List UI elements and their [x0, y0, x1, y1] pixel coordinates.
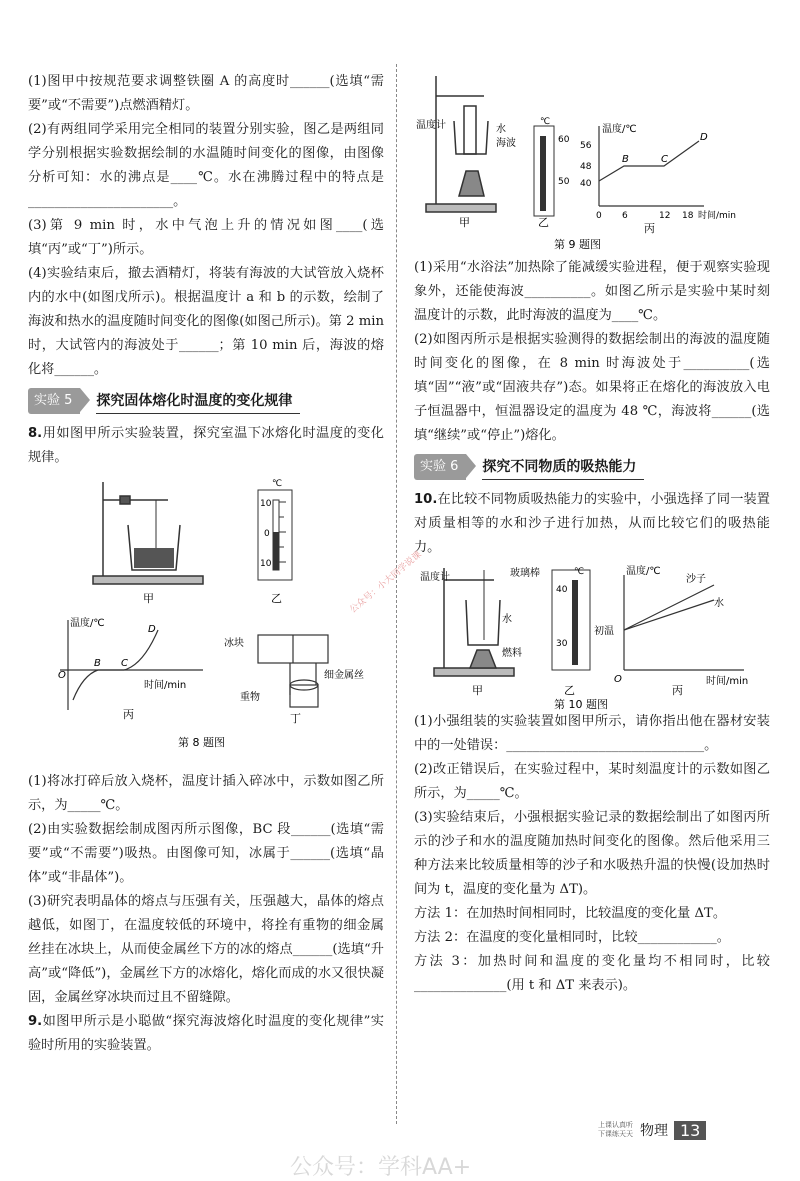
- section-5-title: 探究固体熔化时温度的变化规律: [96, 389, 300, 414]
- footer-slogan: [598, 1121, 634, 1139]
- label-thermometer: 温度计: [420, 572, 450, 583]
- left-column: [28, 70, 384, 1058]
- watermark-1: 公众号：小大同学说课: [348, 549, 424, 616]
- label-water: 水: [496, 124, 506, 135]
- page-footer: [598, 1120, 706, 1140]
- graph-O: O: [614, 674, 622, 685]
- graph-y40: 40: [580, 179, 592, 189]
- section-6-title: 探究不同物质的吸热能力: [482, 455, 644, 480]
- fig-label-jia: 甲: [459, 216, 470, 229]
- q9-stem: 9.如图甲所示是小聪做“探究海波熔化时温度的变化规律”实验时所用的实验装置。: [28, 1014, 384, 1053]
- therm-tick-40: 40: [556, 585, 568, 595]
- label-wire: 细金属丝: [324, 670, 364, 681]
- graph-ylabel: 温度/℃: [602, 124, 637, 135]
- q10-method1: 方法 1：在加热时间相同时，比较温度的变化量 ΔT。: [414, 906, 727, 921]
- q10-stem: 10.在比较不同物质吸热能力的实验中，小强选择了同一装置对质量相等的水和沙子进行加热，从而比较它们的吸热能力。: [414, 492, 770, 555]
- q10-part2: (2)改正错误后，在实验过程中，某时刻温度计的示数如图乙所示，为_____℃。: [414, 762, 770, 801]
- q10-part3: (3)实验结束后，小强根据实验记录的数据绘制出了如图丙所示的沙子和水的温度随加热时间变化的图像。然后他采用三种方法来比较质量相等的沙子和水吸热升温的快慢(设加热时间为 t，温度的变化量为 ΔT)。: [414, 810, 770, 897]
- graph-x18: 18: [682, 211, 694, 221]
- stand-apparatus-jia: [426, 76, 496, 212]
- section-5-header: [28, 388, 384, 414]
- graph-C: C: [121, 658, 128, 669]
- q10-number: 10.: [414, 492, 438, 507]
- graph-ylabel: 温度/℃: [70, 618, 105, 629]
- q8-figure: [28, 470, 384, 770]
- therm-tick-60: 60: [558, 135, 570, 145]
- graph-D: D: [700, 132, 708, 143]
- label-rod: 玻璃棒: [510, 568, 540, 579]
- label-fuel: 燃料: [502, 648, 522, 659]
- q9-figure-svg: [414, 66, 770, 256]
- q10-part1: (1)小强组装的实验装置如图甲所示，请你指出他在器材安装中的一处错误：______________________________。: [414, 714, 770, 753]
- q7-part4: (4)实验结束后，撤去酒精灯，将装有海波的大试管放入烧杯内的水中(如图戊所示)。根据温度计 a 和 b 的示数，绘制了海波和热水的温度随时间变化的图像(如图己所示)。第 2 min 时，大试管内的海波处于______；第 10 min 后，海波的熔化将______。: [28, 266, 384, 377]
- graph-y56: 56: [580, 141, 592, 151]
- q10-caption: 第 10 题图: [554, 698, 608, 710]
- therm-tick-10b: 10: [260, 559, 272, 569]
- label-thermometer: 温度计: [416, 120, 446, 131]
- graph-bing: [624, 575, 744, 670]
- therm-tick-0: 0: [264, 529, 270, 539]
- section-6-tag: 实验 6: [414, 454, 466, 480]
- therm-tick-50: 50: [558, 177, 570, 187]
- q9-caption: 第 9 题图: [554, 238, 601, 251]
- thermometer-yi: [534, 126, 554, 216]
- fig-label-bing: 丙: [644, 222, 655, 235]
- label-water2: 水: [714, 598, 724, 609]
- label-sand: 沙子: [686, 574, 706, 585]
- graph-B: B: [94, 658, 101, 669]
- q10-figure: [414, 560, 770, 710]
- therm-tick-30: 30: [556, 639, 568, 649]
- label-init: 初温: [594, 626, 614, 637]
- fig-label-bing: 丙: [123, 708, 134, 721]
- label-water: 水: [502, 614, 512, 625]
- fig-label-jia: 甲: [143, 592, 154, 605]
- right-column: [414, 66, 770, 998]
- fig-label-jia: 甲: [472, 684, 483, 697]
- graph-xlabel: 时间/min: [698, 211, 737, 221]
- q10-figure-svg: [414, 560, 770, 710]
- q9-number: 9.: [28, 1014, 43, 1029]
- page-number: 13: [674, 1121, 706, 1140]
- graph-xlabel: 时间/min: [706, 676, 749, 687]
- stand-apparatus-jia: [93, 482, 203, 584]
- section-5-tag: 实验 5: [28, 388, 80, 414]
- q9-part1: (1)采用“水浴法”加热除了能减缓实验进程，便于观察实验现象外，还能使海波__________。如图乙所示是实验中某时刻温度计的示数，此时海波的温度为____℃。: [414, 260, 770, 323]
- column-divider: [396, 64, 397, 1124]
- watermark-2: 公众号：学科AA+: [290, 1155, 472, 1180]
- q8-part3: (3)研究表明晶体的熔点与压强有关，压强越大，晶体的熔点越低，如图丁，在温度较低的环境中，将拴有重物的细金属丝挂在冰块上，从而使金属丝下方的冰的熔点______(选填“升高”或“降低”)，金属丝下方的冰熔化，熔化而成的水又很快凝固，金属丝穿冰块而过且不留缝隙。: [28, 894, 384, 1005]
- label-haibo: 海波: [496, 138, 516, 149]
- therm-tick-10a: 10: [260, 499, 272, 509]
- footer-slogan-1: 上课认真听: [598, 1121, 633, 1129]
- q9-part2: (2)如图丙所示是根据实验测得的数据绘制出的海波的温度随时间变化的图像，在 8 min 时海波处于__________(选填“固”“液”或“固液共存”)态。如果将正在熔化的海波放入电子恒温器中，恒温器设定的温度为 48 ℃，海波将______(选填“继续”或“停止”)熔化。: [414, 332, 770, 443]
- q10-method3: 方法 3：加热时间和温度的变化量均不相同时，比较______________(用 t 和 ΔT 来表示)。: [414, 954, 770, 993]
- q7-part3: (3)第 9 min 时，水中气泡上升的情况如图____(选填“丙”或“丁”)所示。: [28, 218, 384, 257]
- therm-unit: ℃: [574, 567, 585, 577]
- graph-C: C: [661, 154, 668, 165]
- q8-part2: (2)由实验数据绘制成图丙所示图像，BC 段______(选填“需要”或“不需要”)吸热。由图像可知，冰属于______(选填“晶体”或“非晶体”)。: [28, 822, 384, 885]
- therm-unit: ℃: [272, 479, 283, 489]
- q8-caption: 第 8 题图: [178, 736, 225, 749]
- graph-y48: 48: [580, 162, 592, 172]
- footer-slogan-2: 下课练天天: [598, 1130, 633, 1138]
- therm-unit: ℃: [540, 117, 551, 127]
- q8-stem: 8.用如图甲所示实验装置，探究室温下冰熔化时温度的变化规律。: [28, 426, 384, 465]
- graph-xlabel: 时间/min: [144, 680, 187, 691]
- fig-label-bing: 丙: [672, 684, 683, 697]
- graph-B: B: [622, 154, 629, 165]
- graph-x6: 6: [622, 211, 628, 221]
- label-weight: 重物: [240, 692, 260, 703]
- graph-ylabel: 温度/℃: [626, 566, 661, 577]
- graph-O: O: [58, 670, 66, 681]
- q10-method2: 方法 2：在温度的变化量相同时，比较____________。: [414, 930, 730, 945]
- footer-subject: 物理: [640, 1123, 668, 1139]
- ice-block-ding: [258, 635, 328, 707]
- q7-part2: (2)有两组同学采用完全相同的装置分别实验，图乙是两组同学分别根据实验数据绘制的水温随时间变化的图像，由图像分析可知：水的沸点是____℃。水在沸腾过程中的特点是______________________。: [28, 122, 384, 209]
- section-6-header: [414, 454, 770, 480]
- graph-x0: 0: [596, 211, 602, 221]
- fig-label-yi: 乙: [564, 684, 575, 697]
- q7-part1: (1)图甲中按规范要求调整铁圈 A 的高度时______(选填“需要”或“不需要”)点燃酒精灯。: [28, 74, 384, 113]
- q9-figure: [414, 66, 770, 256]
- fig-label-yi: 乙: [271, 592, 282, 605]
- q8-figure-svg: [28, 470, 384, 770]
- graph-bing: [60, 620, 203, 710]
- graph-D: D: [148, 624, 156, 635]
- fig-label-ding: 丁: [290, 712, 301, 725]
- label-ice: 冰块: [224, 638, 244, 649]
- graph-x12: 12: [659, 211, 671, 221]
- q8-part1: (1)将冰打碎后放入烧杯，温度计插入碎冰中，示数如图乙所示，为_____℃。: [28, 774, 384, 813]
- graph-bing: [599, 126, 704, 206]
- fig-label-yi: 乙: [538, 216, 549, 229]
- q8-number: 8.: [28, 426, 43, 441]
